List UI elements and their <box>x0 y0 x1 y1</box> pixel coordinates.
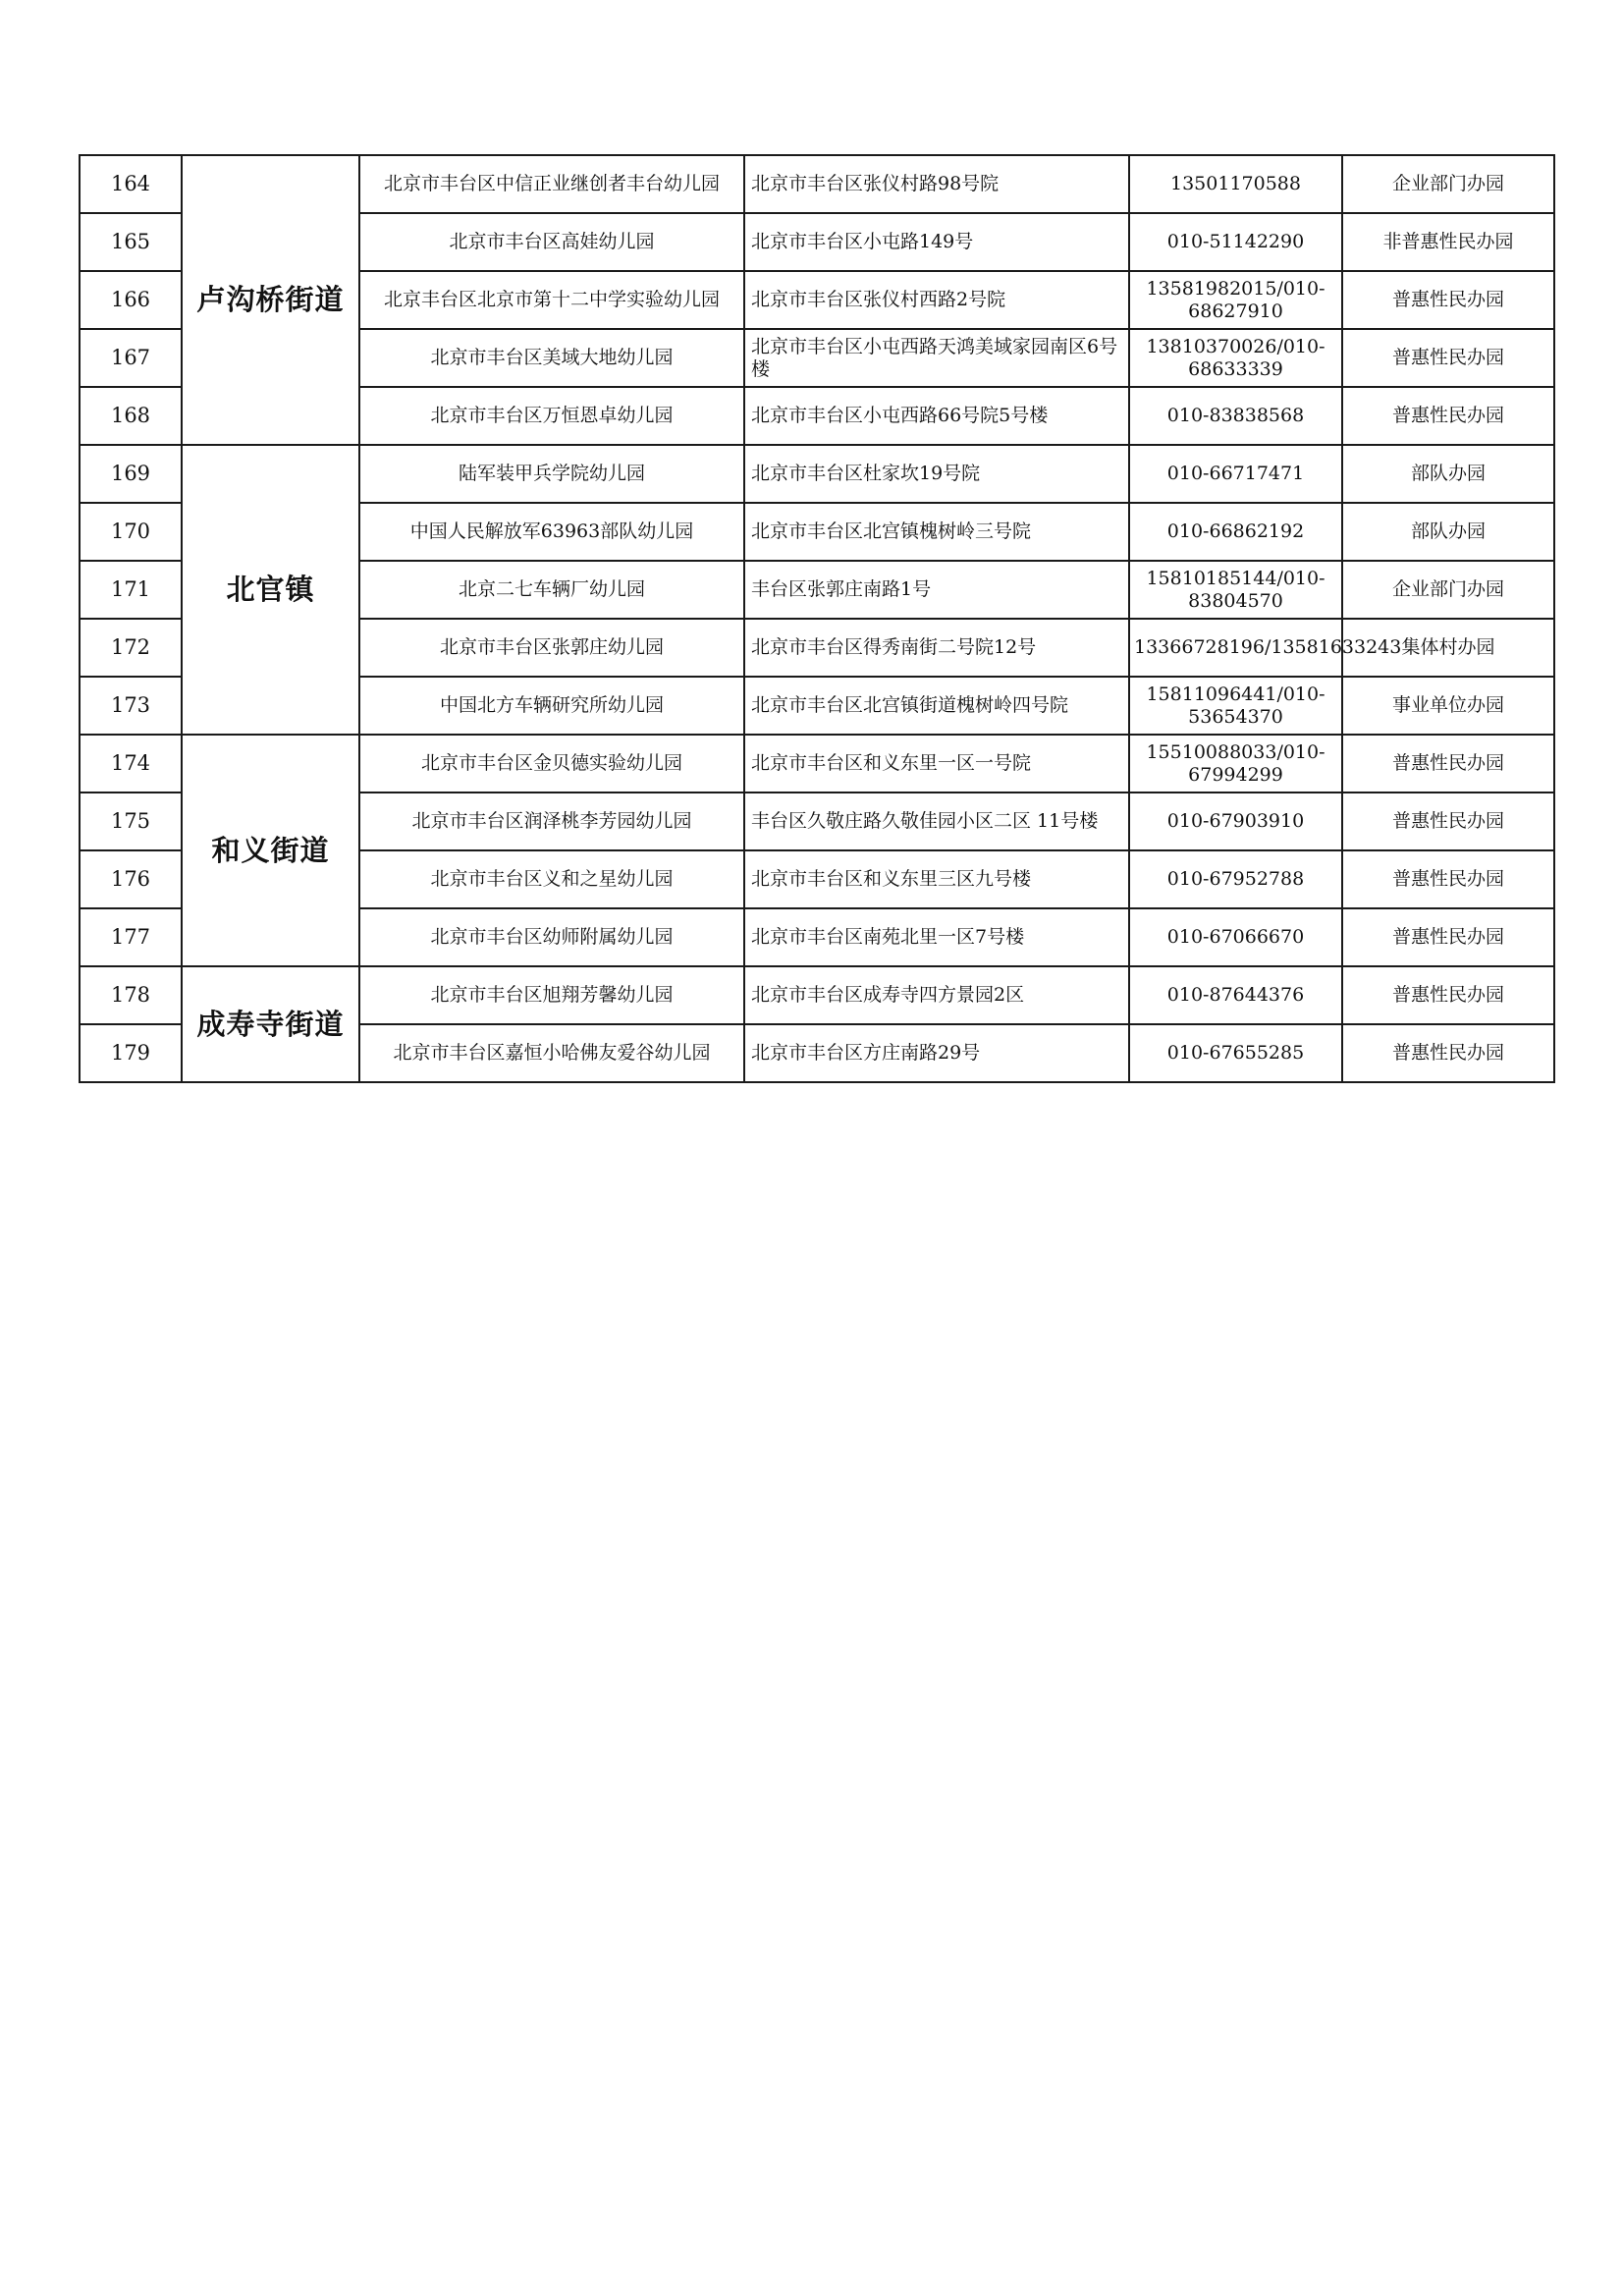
kindergarten-phone: 010-67655285 <box>1129 1024 1342 1082</box>
kindergarten-name: 北京市丰台区义和之星幼儿园 <box>359 850 744 908</box>
kindergarten-type: 企业部门办园 <box>1342 561 1554 619</box>
kindergarten-address: 北京市丰台区得秀南街二号院12号 <box>744 619 1129 677</box>
kindergarten-type: 非普惠性民办园 <box>1342 213 1554 271</box>
kindergarten-address: 北京市丰台区成寿寺四方景园2区 <box>744 966 1129 1024</box>
kindergarten-address: 北京市丰台区南苑北里一区7号楼 <box>744 908 1129 966</box>
kindergarten-address: 北京市丰台区和义东里三区九号楼 <box>744 850 1129 908</box>
kindergarten-phone: 010-51142290 <box>1129 213 1342 271</box>
row-number: 179 <box>80 1024 182 1082</box>
kindergarten-address: 丰台区张郭庄南路1号 <box>744 561 1129 619</box>
kindergarten-phone: 010-83838568 <box>1129 387 1342 445</box>
district-name: 和义街道 <box>182 735 359 966</box>
kindergarten-phone: 13501170588 <box>1129 155 1342 213</box>
district-name: 卢沟桥街道 <box>182 155 359 445</box>
row-number: 172 <box>80 619 182 677</box>
row-number: 164 <box>80 155 182 213</box>
kindergarten-name: 陆军装甲兵学院幼儿园 <box>359 445 744 503</box>
kindergarten-address: 北京市丰台区杜家坎19号院 <box>744 445 1129 503</box>
district-name: 成寿寺街道 <box>182 966 359 1082</box>
table-body <box>80 155 1554 1082</box>
row-number: 171 <box>80 561 182 619</box>
kindergarten-type: 普惠性民办园 <box>1342 329 1554 387</box>
row-number: 170 <box>80 503 182 561</box>
table-row <box>80 155 1554 213</box>
row-number: 174 <box>80 735 182 793</box>
table-row <box>80 445 1554 503</box>
kindergarten-address: 北京市丰台区方庄南路29号 <box>744 1024 1129 1082</box>
row-number: 178 <box>80 966 182 1024</box>
kindergarten-name: 中国北方车辆研究所幼儿园 <box>359 677 744 735</box>
kindergarten-name: 北京市丰台区幼师附属幼儿园 <box>359 908 744 966</box>
kindergarten-name: 北京市丰台区金贝德实验幼儿园 <box>359 735 744 793</box>
kindergarten-address: 北京市丰台区小屯西路66号院5号楼 <box>744 387 1129 445</box>
kindergarten-address: 北京市丰台区小屯西路天鸿美域家园南区6号楼 <box>744 329 1129 387</box>
kindergarten-address: 北京市丰台区张仪村西路2号院 <box>744 271 1129 329</box>
kindergarten-phone: 010-67952788 <box>1129 850 1342 908</box>
kindergarten-type: 普惠性民办园 <box>1342 966 1554 1024</box>
kindergarten-table <box>79 154 1555 1083</box>
kindergarten-phone: 15510088033/010-67994299 <box>1129 735 1342 793</box>
kindergarten-address: 北京市丰台区张仪村路98号院 <box>744 155 1129 213</box>
kindergarten-name: 北京市丰台区嘉恒小哈佛友爱谷幼儿园 <box>359 1024 744 1082</box>
row-number: 176 <box>80 850 182 908</box>
kindergarten-name: 北京市丰台区万恒恩卓幼儿园 <box>359 387 744 445</box>
kindergarten-type: 普惠性民办园 <box>1342 735 1554 793</box>
kindergarten-type: 普惠性民办园 <box>1342 850 1554 908</box>
kindergarten-type: 部队办园 <box>1342 445 1554 503</box>
kindergarten-name: 北京二七车辆厂幼儿园 <box>359 561 744 619</box>
kindergarten-phone: 010-66862192 <box>1129 503 1342 561</box>
kindergarten-address: 北京市丰台区北宫镇槐树岭三号院 <box>744 503 1129 561</box>
kindergarten-address: 北京市丰台区和义东里一区一号院 <box>744 735 1129 793</box>
row-number: 167 <box>80 329 182 387</box>
kindergarten-address: 北京市丰台区北宫镇街道槐树岭四号院 <box>744 677 1129 735</box>
kindergarten-name: 北京丰台区北京市第十二中学实验幼儿园 <box>359 271 744 329</box>
kindergarten-name: 北京市丰台区中信正业继创者丰台幼儿园 <box>359 155 744 213</box>
kindergarten-name: 中国人民解放军63963部队幼儿园 <box>359 503 744 561</box>
kindergarten-name: 北京市丰台区旭翔芳馨幼儿园 <box>359 966 744 1024</box>
kindergarten-phone: 13366728196/13581633243 <box>1129 619 1342 677</box>
kindergarten-type: 普惠性民办园 <box>1342 908 1554 966</box>
row-number: 166 <box>80 271 182 329</box>
kindergarten-type: 普惠性民办园 <box>1342 387 1554 445</box>
kindergarten-type: 部队办园 <box>1342 503 1554 561</box>
kindergarten-address: 丰台区久敬庄路久敬佳园小区二区 11号楼 <box>744 793 1129 850</box>
kindergarten-name: 北京市丰台区美域大地幼儿园 <box>359 329 744 387</box>
kindergarten-phone: 010-67066670 <box>1129 908 1342 966</box>
kindergarten-phone: 13810370026/010-68633339 <box>1129 329 1342 387</box>
row-number: 175 <box>80 793 182 850</box>
kindergarten-phone: 15811096441/010-53654370 <box>1129 677 1342 735</box>
kindergarten-phone: 010-67903910 <box>1129 793 1342 850</box>
kindergarten-phone: 010-66717471 <box>1129 445 1342 503</box>
row-number: 168 <box>80 387 182 445</box>
row-number: 165 <box>80 213 182 271</box>
table-row <box>80 966 1554 1024</box>
kindergarten-type: 集体村办园 <box>1342 619 1554 677</box>
kindergarten-type: 事业单位办园 <box>1342 677 1554 735</box>
kindergarten-address: 北京市丰台区小屯路149号 <box>744 213 1129 271</box>
kindergarten-phone: 15810185144/010-83804570 <box>1129 561 1342 619</box>
district-name: 北官镇 <box>182 445 359 735</box>
row-number: 177 <box>80 908 182 966</box>
kindergarten-type: 企业部门办园 <box>1342 155 1554 213</box>
kindergarten-name: 北京市丰台区张郭庄幼儿园 <box>359 619 744 677</box>
row-number: 173 <box>80 677 182 735</box>
kindergarten-phone: 010-87644376 <box>1129 966 1342 1024</box>
table-row <box>80 735 1554 793</box>
kindergarten-type: 普惠性民办园 <box>1342 271 1554 329</box>
row-number: 169 <box>80 445 182 503</box>
kindergarten-type: 普惠性民办园 <box>1342 1024 1554 1082</box>
kindergarten-name: 北京市丰台区高娃幼儿园 <box>359 213 744 271</box>
kindergarten-phone: 13581982015/010-68627910 <box>1129 271 1342 329</box>
kindergarten-name: 北京市丰台区润泽桃李芳园幼儿园 <box>359 793 744 850</box>
kindergarten-type: 普惠性民办园 <box>1342 793 1554 850</box>
